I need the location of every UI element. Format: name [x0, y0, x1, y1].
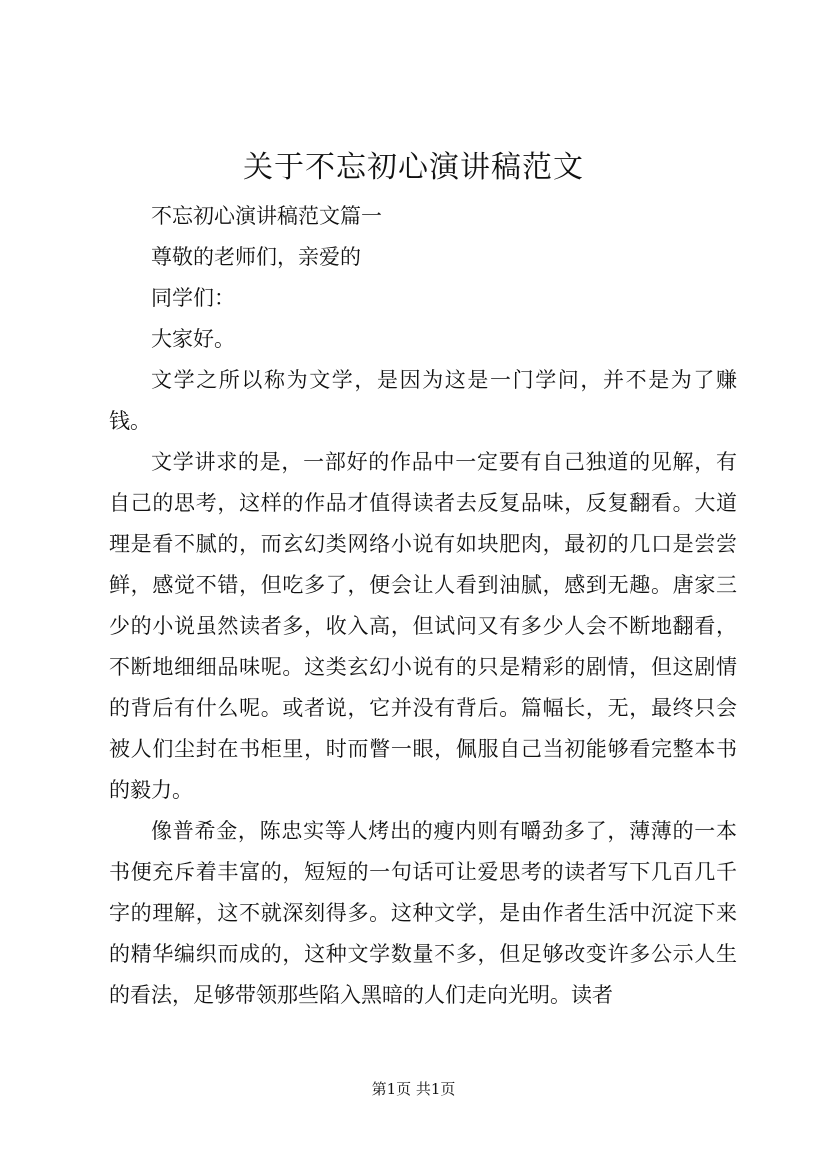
salutation-line: 同学们： [151, 286, 235, 310]
body-paragraph: 文学讲求的是，一部好的作品中一定要有自己独道的见解，有自己的思考，这样的作品才值得读者去反复品味，反复翻看。大道理是看不腻的，而玄幻类网络小说有如块肥肉，最初的几口是尝尝鲜，感觉不错，但吃多了，便会让人看到油腻，感到无趣。唐家三少的小说虽然读者多，收入高，但试问又有多少人会不断地翻看，不断地细细品味呢。这类玄幻小说有的只是精彩的剧情，但这剧情的背后有什么呢。或者说，它并没有背后。篇幅长，无，最终只会被人们尘封在书柜里，时而瞥一眼，佩服自己当初能够看完整本书的毅力。 [109, 450, 737, 802]
document-body [109, 196, 737, 1016]
section-heading: 不忘初心演讲稿范文篇一 [151, 204, 382, 228]
page-number-footer: 第1页 共1页 [371, 1080, 456, 1098]
salutation-line: 尊敬的老师们，亲爱的 [151, 245, 361, 269]
document-title: 关于不忘初心演讲稿范文 [243, 150, 584, 185]
greeting-line: 大家好。 [151, 327, 235, 351]
body-paragraph: 文学之所以称为文学，是因为这是一门学问，并不是为了赚钱。 [109, 368, 737, 433]
body-paragraph: 像普希金，陈忠实等人烤出的瘦内则有嚼劲多了，薄薄的一本书便充斥着丰富的，短短的一句话可让爱思考的读者写下几百几千字的理解，这不就深刻得多。这种文学，是由作者生活中沉淀下来的精华编织而成的，这种文学数量不多，但足够改变许多公示人生的看法，足够带领那些陷入黑暗的人们走向光明。读者 [109, 819, 737, 1007]
